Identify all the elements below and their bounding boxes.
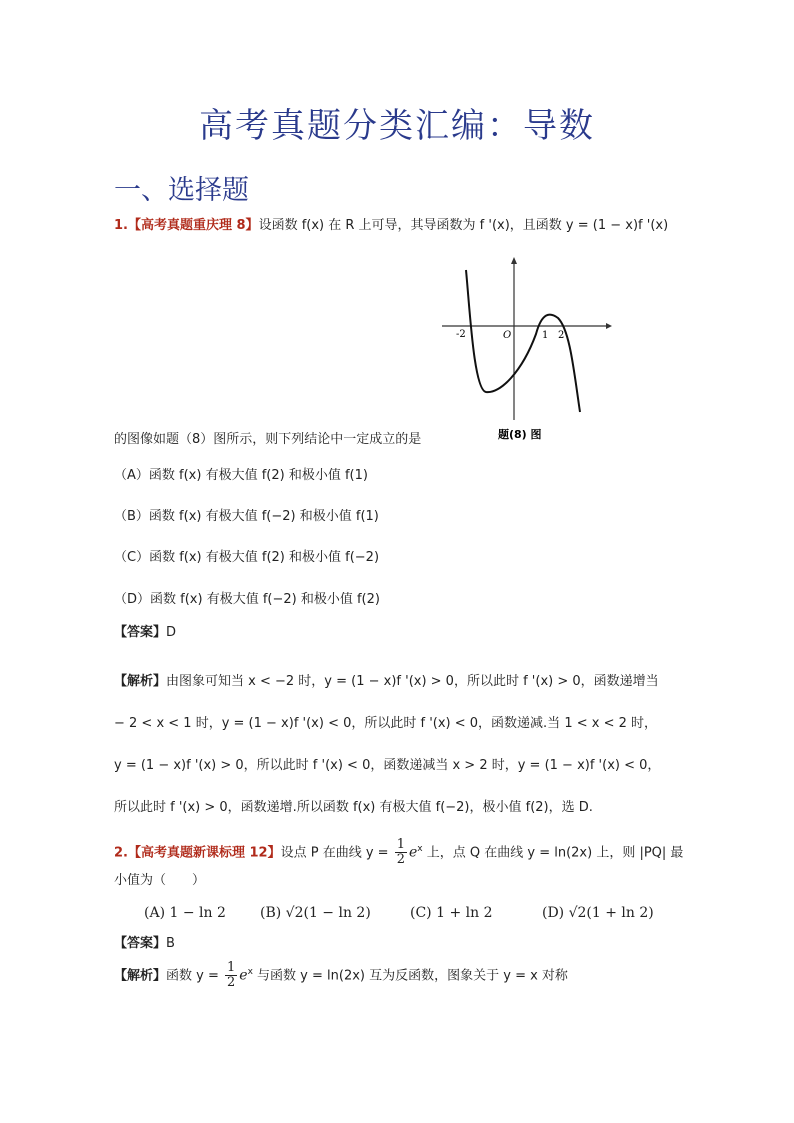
q2-frac-den: 2 [396, 852, 405, 868]
q1-analysis-line-2: − 2 < x < 1 时，y = (1 − x)f '(x) < 0，所以此时 f '(x) < 0，函数递减.当 1 < x < 2 时， [114, 716, 657, 731]
q2-options [144, 903, 654, 924]
q2-exp-base: e [409, 844, 418, 861]
q1-stem-cont: 的图像如题（8）图所示，则下列结论中一定成立的是 [114, 432, 422, 447]
q1-figure [436, 252, 616, 444]
q2-answer-value: B [166, 936, 175, 951]
section-heading: 一、选择题 [114, 175, 249, 206]
q2-analysis-exp-base: e [239, 967, 248, 984]
q1-analysis-line-4: 所以此时 f '(x) > 0，函数递增.所以函数 f(x) 有极大值 f(−2)，极小值 f(2)，选 D. [114, 800, 593, 815]
q2-analysis-frac-den: 2 [227, 975, 236, 991]
q2-number: 2. [114, 845, 128, 861]
x-axis-arrow-icon [606, 323, 612, 329]
q2-option-a: (A) 1 − ln 2 [144, 905, 226, 921]
q1-source-tag: 【高考真题重庆理 8】 [127, 218, 259, 233]
page-title: 高考真题分类汇编：导数 [199, 106, 595, 146]
q1-answer [114, 623, 176, 643]
q2-stem-cont: 小值为（ ） [114, 873, 206, 888]
q2-exp-sup: x [417, 844, 423, 854]
q1-option-d: （D）函数 f(x) 有极大值 f(−2) 和极小值 f(2) [114, 592, 380, 607]
q1-option-a: （A）函数 f(x) 有极大值 f(2) 和极小值 f(1) [114, 468, 368, 483]
q2-analysis-exp-sup: x [247, 967, 253, 977]
q2-analysis-a: 函数 y = [166, 968, 219, 984]
q2-source-tag: 【高考真题新课标理 12】 [127, 845, 281, 861]
q2-fraction [395, 838, 407, 867]
q1-stem-text: 设函数 f(x) 在 R 上可导，其导函数为 f '(x)，且函数 y = (1 − x)f '(x) [258, 218, 669, 233]
origin-label: O [503, 330, 512, 341]
q2-analysis-frac-num: 1 [227, 960, 236, 976]
curve [466, 270, 580, 412]
q1-answer-label: 【答案】 [114, 625, 167, 640]
q2-stem [114, 833, 683, 869]
q2-stem-c: 上，点 Q 在曲线 y = ln(2x) 上，则 |PQ| 最 [422, 845, 684, 861]
q2-answer [114, 934, 175, 954]
y-axis-arrow-icon [511, 257, 517, 264]
q1-analysis-label: 【解析】 [114, 674, 167, 689]
q1-number: 1. [114, 218, 128, 233]
q2-answer-label: 【答案】 [114, 936, 167, 951]
figure-caption: 题(8) 图 [498, 428, 542, 441]
q2-analysis [114, 956, 568, 992]
q1-option-c: （C）函数 f(x) 有极大值 f(2) 和极小值 f(−2) [114, 550, 380, 565]
q2-option-b: (B) √2(1 − ln 2) [260, 905, 371, 921]
tick-1: 1 [542, 330, 549, 341]
q2-option-c: (C) 1 + ln 2 [410, 905, 493, 921]
q2-stem-a: 设点 P 在曲线 y = [280, 845, 389, 861]
q1-analysis-line-1 [114, 672, 659, 692]
q2-option-d: (D) √2(1 + ln 2) [542, 905, 654, 921]
q1-stem [114, 216, 668, 236]
q1-answer-value: D [166, 625, 177, 640]
tick-neg2: -2 [456, 329, 466, 340]
q2-analysis-c: 与函数 y = ln(2x) 互为反函数，图象关于 y = x 对称 [252, 968, 568, 984]
q1-analysis-line-3: y = (1 − x)f '(x) > 0，所以此时 f '(x) < 0，函数递减当 x > 2 时，y = (1 − x)f '(x) < 0， [114, 758, 661, 773]
q2-frac-num: 1 [396, 837, 405, 853]
tick-2: 2 [558, 330, 565, 341]
q2-analysis-fraction [225, 961, 237, 990]
q1-option-b: （B）函数 f(x) 有极大值 f(−2) 和极小值 f(1) [114, 509, 379, 524]
q1-analysis-text-1: 由图象可知当 x < −2 时，y = (1 − x)f '(x) > 0，所以此时 f '(x) > 0，函数递增当 [166, 674, 659, 689]
q2-analysis-label: 【解析】 [114, 968, 167, 984]
